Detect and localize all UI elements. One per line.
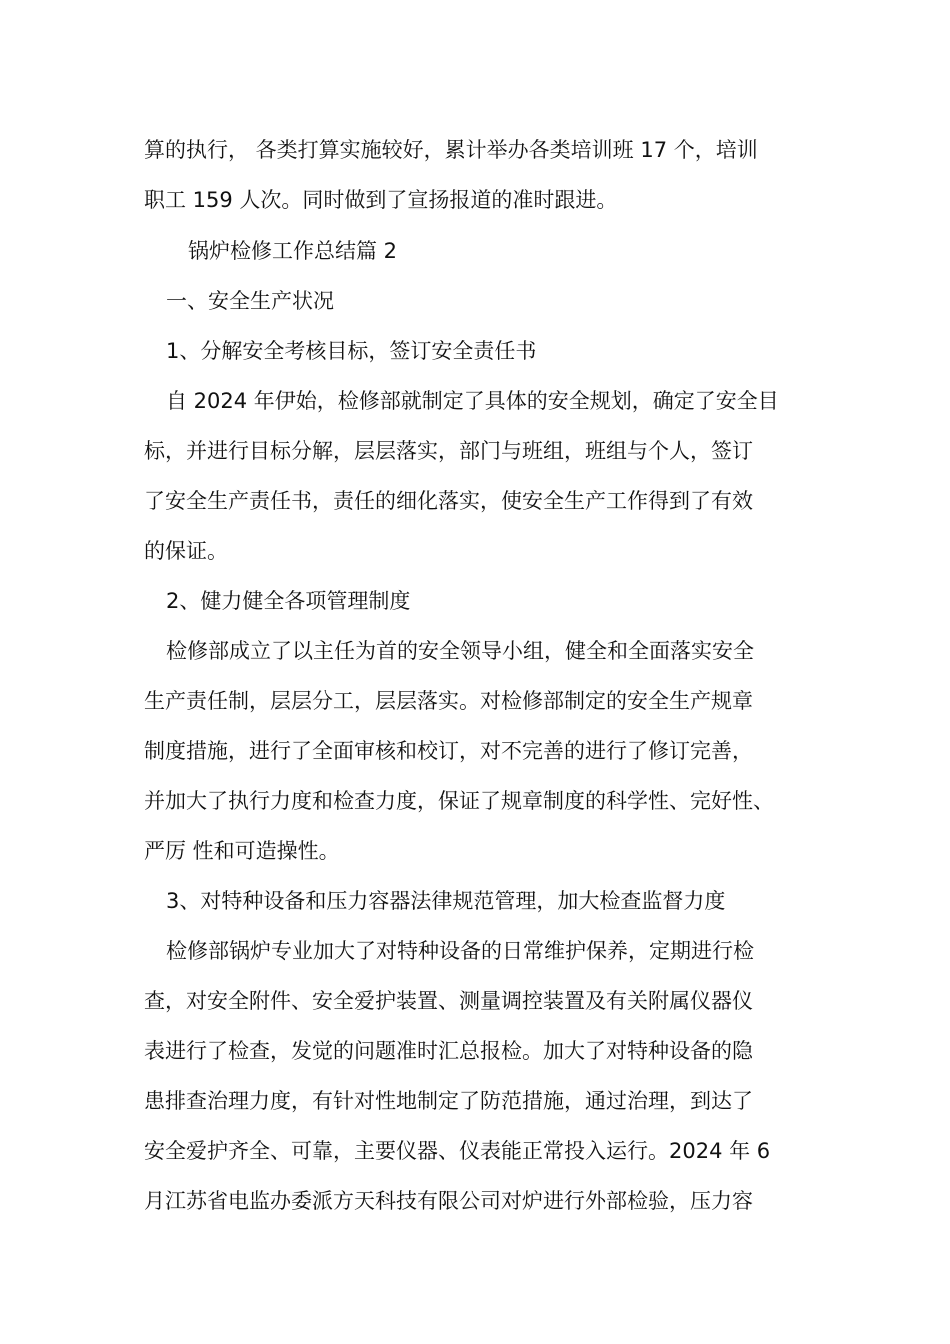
body-text-line: 严厉 性和可造操性。 xyxy=(144,839,340,863)
heading-safety: 一、安全生产状况 xyxy=(166,289,334,313)
body-text-line: 月江苏省电监办委派方天科技有限公司对炉进行外部检验，压力容 xyxy=(144,1189,753,1213)
subheading-3: 3、对特种设备和压力容器法律规范管理，加大检查监督力度 xyxy=(166,889,726,913)
body-text-line: 并加大了执行力度和检查力度，保证了规章制度的科学性、完好性、 xyxy=(144,789,774,813)
body-text-line: 自 2024 年伊始，检修部就制定了具体的安全规划，确定了安全目 xyxy=(166,389,779,413)
body-text-line: 生产责任制，层层分工，层层落实。对检修部制定的安全生产规章 xyxy=(144,689,753,713)
body-text-line: 制度措施，进行了全面审核和校订，对不完善的进行了修订完善， xyxy=(144,739,753,763)
subheading-2: 2、健力健全各项管理制度 xyxy=(166,589,411,613)
body-text-line: 算的执行， 各类打算实施较好，累计举办各类培训班 17 个，培训 xyxy=(144,138,758,162)
body-text-line: 检修部成立了以主任为首的安全领导小组，健全和全面落实安全 xyxy=(166,639,754,663)
body-text-line: 安全爱护齐全、可靠，主要仪器、仪表能正常投入运行。2024 年 6 xyxy=(144,1139,771,1163)
body-text-line: 检修部锅炉专业加大了对特种设备的日常维护保养，定期进行检 xyxy=(166,939,754,963)
subheading-1: 1、分解安全考核目标，签订安全责任书 xyxy=(166,339,537,363)
body-text-line: 标，并进行目标分解，层层落实，部门与班组，班组与个人，签订 xyxy=(144,439,753,463)
body-text-line: 表进行了检查，发觉的问题准时汇总报检。加大了对特种设备的隐 xyxy=(144,1039,753,1063)
body-text-line: 查，对安全附件、安全爱护装置、测量调控装置及有关附属仪器仪 xyxy=(144,989,753,1013)
body-text-line: 患排查治理力度，有针对性地制定了防范措施，通过治理，到达了 xyxy=(144,1089,753,1113)
body-text-line: 职工 159 人次。同时做到了宣扬报道的准时跟进。 xyxy=(144,188,618,212)
body-text-line: 了安全生产责任书，责任的细化落实，使安全生产工作得到了有效 xyxy=(144,489,753,513)
body-text-line: 的保证。 xyxy=(144,539,228,563)
section-title: 锅炉检修工作总结篇 2 xyxy=(188,239,398,263)
